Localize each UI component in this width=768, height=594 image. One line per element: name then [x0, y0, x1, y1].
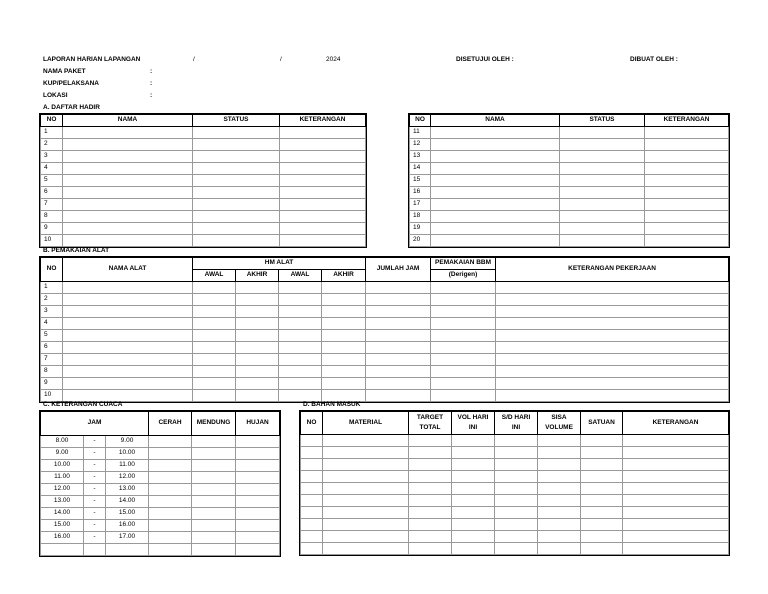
- row-number: 11: [410, 127, 431, 139]
- row-number: 6: [41, 342, 63, 354]
- table-row: [410, 211, 729, 223]
- table-row: [41, 436, 280, 448]
- col-fuel-unit: (Derigen): [431, 270, 496, 282]
- col-rain: HUJAN: [236, 412, 280, 436]
- col-sisa-line-1: SISA: [551, 414, 567, 421]
- location-label: LOKASI: [43, 92, 68, 99]
- row-number: 1: [41, 282, 63, 294]
- col-volume-today: [452, 412, 495, 435]
- time-separator: -: [84, 484, 106, 496]
- time-from: 8.00: [41, 436, 84, 448]
- table-row: [410, 139, 729, 151]
- table-row: [41, 294, 729, 306]
- col-material: MATERIAL: [323, 412, 409, 435]
- table-row: [41, 223, 366, 235]
- equipment-table: [40, 257, 729, 402]
- row-number: 19: [410, 223, 431, 235]
- table-row: [41, 496, 280, 508]
- row-number: 3: [41, 151, 63, 163]
- table-row: [41, 330, 729, 342]
- table-row: [41, 282, 729, 294]
- col-notes: KETERANGAN: [645, 115, 729, 127]
- row-number: 7: [41, 354, 63, 366]
- row-number: 2: [41, 294, 63, 306]
- row-number: 4: [41, 318, 63, 330]
- table-row: [301, 531, 729, 543]
- row-number: 18: [410, 211, 431, 223]
- col-name: NAMA: [431, 115, 560, 127]
- time-separator: -: [84, 448, 106, 460]
- col-work-notes: KETERANGAN PEKERJAAN: [496, 258, 729, 282]
- col-total-hours: JUMLAH JAM: [366, 258, 431, 282]
- col-no: NO: [301, 412, 323, 435]
- table-row: [41, 472, 280, 484]
- table-row: [41, 366, 729, 378]
- report-year: 2024: [326, 56, 341, 63]
- table-row: [41, 127, 366, 139]
- row-number: 9: [41, 378, 63, 390]
- col-status: STATUS: [560, 115, 645, 127]
- row-number: 17: [410, 199, 431, 211]
- table-row: [301, 459, 729, 471]
- col-unit: SATUAN: [581, 412, 623, 435]
- table-row: [410, 175, 729, 187]
- col-sd-line-1: S/D HARI: [501, 414, 531, 421]
- time-to: 14.00: [106, 496, 149, 508]
- row-number: 5: [41, 330, 63, 342]
- row-number: 5: [41, 175, 63, 187]
- time-to: 17.00: [106, 532, 149, 544]
- table-row: [301, 435, 729, 447]
- table-row: [41, 199, 366, 211]
- row-number: 6: [41, 187, 63, 199]
- table-row: [41, 520, 280, 532]
- table-row: [410, 187, 729, 199]
- made-by-label: DIBUAT OLEH :: [630, 56, 678, 63]
- report-title: LAPORAN HARIAN LAPANGAN: [43, 56, 141, 63]
- time-from: 15.00: [41, 520, 84, 532]
- col-equipment-name: NAMA ALAT: [63, 258, 193, 282]
- col-vol-line-1: VOL HARI: [457, 414, 489, 421]
- col-remaining-volume: [538, 412, 581, 435]
- table-row: [41, 342, 729, 354]
- table-row: [41, 460, 280, 472]
- time-separator: -: [84, 532, 106, 544]
- col-cloudy: MENDUNG: [192, 412, 236, 436]
- col-fuel-usage: PEMAKAIAN BBM: [431, 258, 496, 270]
- time-separator: -: [84, 436, 106, 448]
- table-row: [410, 127, 729, 139]
- col-target-line-1: TARGET: [416, 414, 444, 421]
- equipment-section-title: B. PEMAKAIAN ALAT: [43, 247, 110, 254]
- table-row: [41, 187, 366, 199]
- time-from: 13.00: [41, 496, 84, 508]
- row-number: 8: [41, 211, 63, 223]
- table-row: [41, 532, 280, 544]
- col-notes: KETERANGAN: [623, 412, 729, 435]
- time-to: 9.00: [106, 436, 149, 448]
- table-row: [41, 390, 729, 402]
- time-to: 15.00: [106, 508, 149, 520]
- time-from: 14.00: [41, 508, 84, 520]
- col-hm-start-2: AWAL: [279, 270, 322, 282]
- col-vol-line-2: INI: [468, 423, 478, 431]
- table-row: [410, 151, 729, 163]
- time-from: 11.00: [41, 472, 84, 484]
- time-separator: -: [84, 472, 106, 484]
- table-row: [41, 448, 280, 460]
- row-number: 9: [41, 223, 63, 235]
- package-name-colon: :: [150, 68, 153, 75]
- table-row: [41, 354, 729, 366]
- table-row: [301, 507, 729, 519]
- attendance-table-right: [409, 114, 729, 247]
- table-row: [301, 543, 729, 555]
- approved-by-label: DISETUJUI OLEH :: [456, 56, 514, 63]
- time-to: 11.00: [106, 460, 149, 472]
- col-sisa-line-2: VOLUME: [545, 423, 573, 431]
- contractor-label: KUP/PELAKSANA: [43, 80, 99, 87]
- time-to: 16.00: [106, 520, 149, 532]
- row-number: 4: [41, 163, 63, 175]
- row-number: 7: [41, 199, 63, 211]
- weather-table: [40, 411, 280, 556]
- table-row: [410, 163, 729, 175]
- table-row: [301, 447, 729, 459]
- time-separator: -: [84, 508, 106, 520]
- time-separator: -: [84, 496, 106, 508]
- col-time: JAM: [41, 412, 149, 436]
- col-no: NO: [410, 115, 431, 127]
- time-from: 12.00: [41, 484, 84, 496]
- table-row: [41, 378, 729, 390]
- row-number: 8: [41, 366, 63, 378]
- location-colon: :: [150, 92, 153, 99]
- col-notes: KETERANGAN: [280, 115, 366, 127]
- col-no: NO: [41, 115, 63, 127]
- time-to: 12.00: [106, 472, 149, 484]
- time-from: 10.00: [41, 460, 84, 472]
- table-row: [41, 484, 280, 496]
- table-row: [41, 306, 729, 318]
- row-number: 15: [410, 175, 431, 187]
- time-from: 9.00: [41, 448, 84, 460]
- weather-section-title: C. KETERANGAN CUACA: [43, 401, 123, 408]
- col-hm-end-1: AKHIR: [236, 270, 279, 282]
- row-number: 12: [410, 139, 431, 151]
- table-row: [41, 175, 366, 187]
- time-separator: -: [84, 520, 106, 532]
- table-row: [301, 495, 729, 507]
- col-no: NO: [41, 258, 63, 282]
- table-row: [410, 223, 729, 235]
- col-sd-line-2: INI: [511, 423, 521, 431]
- row-number: 10: [41, 235, 63, 247]
- time-from: 16.00: [41, 532, 84, 544]
- contractor-colon: :: [150, 80, 153, 87]
- package-name-label: NAMA PAKET: [43, 68, 86, 75]
- col-target-total: [409, 412, 452, 435]
- materials-table: [300, 411, 729, 555]
- table-row: [41, 139, 366, 151]
- attendance-section-title: A. DAFTAR HADIR: [43, 104, 100, 111]
- col-hm-alat: HM ALAT: [193, 258, 366, 270]
- date-slash-1: /: [193, 56, 195, 63]
- table-row: [41, 151, 366, 163]
- col-to-date: [495, 412, 538, 435]
- row-number: 2: [41, 139, 63, 151]
- table-row: [41, 508, 280, 520]
- col-target-line-2: TOTAL: [419, 423, 441, 431]
- attendance-table-left: [40, 114, 366, 247]
- table-row: [410, 235, 729, 247]
- time-to: 10.00: [106, 448, 149, 460]
- row-number: 14: [410, 163, 431, 175]
- col-status: STATUS: [193, 115, 280, 127]
- row-number: 10: [41, 390, 63, 402]
- row-number: 1: [41, 127, 63, 139]
- materials-section-title: D. BAHAN MASUK: [303, 401, 361, 408]
- table-row: [41, 318, 729, 330]
- table-row: [41, 235, 366, 247]
- row-number: 13: [410, 151, 431, 163]
- time-separator: -: [84, 460, 106, 472]
- time-to: 13.00: [106, 484, 149, 496]
- table-row: [41, 544, 280, 556]
- col-hm-end-2: AKHIR: [322, 270, 366, 282]
- col-name: NAMA: [63, 115, 193, 127]
- table-row: [41, 163, 366, 175]
- date-slash-2: /: [280, 56, 282, 63]
- table-row: [410, 199, 729, 211]
- row-number: 3: [41, 306, 63, 318]
- row-number: 16: [410, 187, 431, 199]
- table-row: [41, 211, 366, 223]
- col-sunny: CERAH: [149, 412, 192, 436]
- table-row: [301, 471, 729, 483]
- table-row: [301, 519, 729, 531]
- row-number: 20: [410, 235, 431, 247]
- col-hm-start-1: AWAL: [193, 270, 236, 282]
- table-row: [301, 483, 729, 495]
